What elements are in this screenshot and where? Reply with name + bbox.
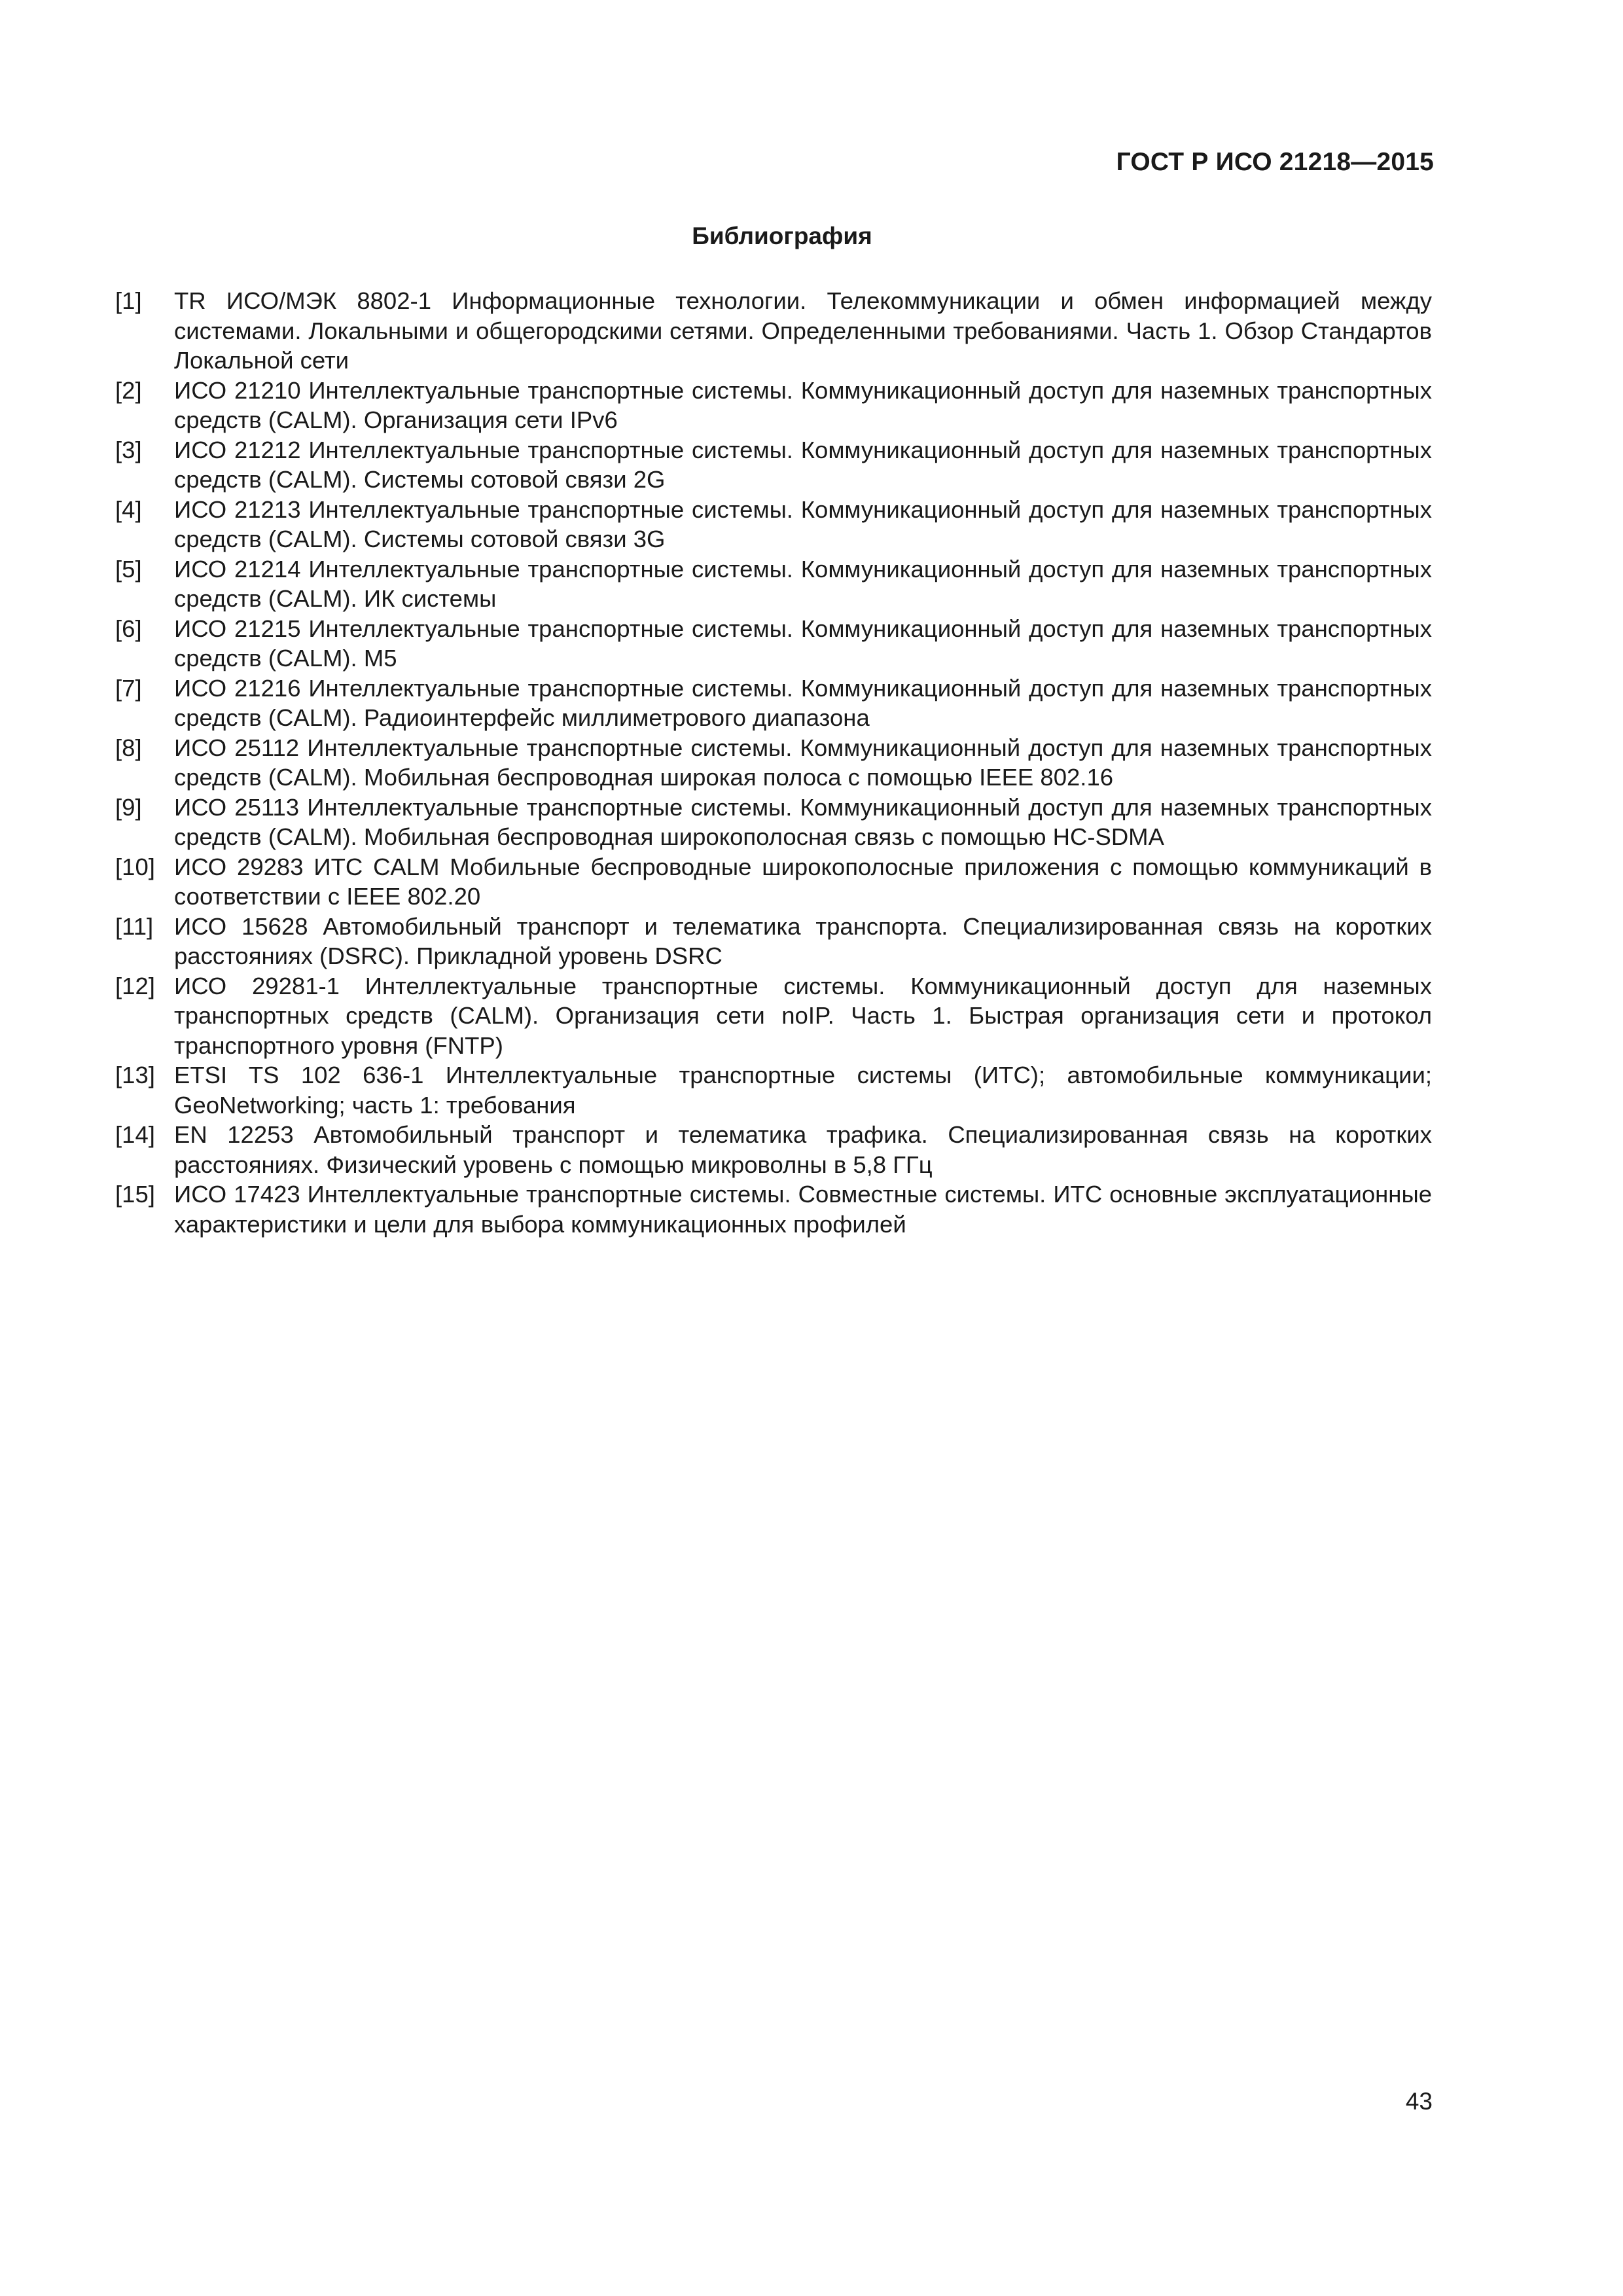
bibliography-item-text: ИСО 21215 Интеллектуальные транспортные системы. Коммуникационный доступ для наземных транспортных средств (CALM). M5 [174, 615, 1432, 672]
bibliography-item-text: ИСО 25113 Интеллектуальные транспортные системы. Коммуникационный доступ для наземных транспортных средств (CALM). Мобильная беспроводная широкополосная связь с помощью HC-SDMA [174, 793, 1432, 850]
bibliography-item-number: [4] [115, 495, 142, 523]
document-code-header: ГОСТ Р ИСО 21218—2015 [1116, 148, 1434, 176]
bibliography-item [115, 376, 1432, 435]
bibliography-item-number: [8] [115, 734, 142, 761]
bibliography-item-text: ИСО 29283 ИТС CALM Мобильные беспроводные широкополосные приложения с помощью коммуникаций в соответствии с IEEE 802.20 [174, 853, 1432, 910]
bibliography-item-text: ETSI TS 102 636-1 Интеллектуальные транспортные системы (ИТС); автомобильные коммуникации; GeoNetworking; часть 1: требования [174, 1062, 1432, 1119]
page-number: 43 [1405, 2088, 1433, 2115]
bibliography-item-number: [1] [115, 287, 142, 314]
bibliography-item [115, 554, 1432, 614]
bibliography-item [115, 1120, 1432, 1179]
bibliography-item-number: [5] [115, 555, 142, 583]
bibliography-item-text: ИСО 21213 Интеллектуальные транспортные системы. Коммуникационный доступ для наземных транспортных средств (CALM). Системы сотовой связи 3G [174, 495, 1432, 552]
bibliography-item [115, 435, 1432, 495]
bibliography-item-number: [2] [115, 376, 142, 404]
section-title: Библиография [692, 223, 872, 249]
bibliography-item-number: [12] [115, 972, 155, 999]
bibliography-item [115, 1179, 1432, 1239]
bibliography-item-text: ИСО 17423 Интеллектуальные транспортные системы. Совместные системы. ИТС основные эксплуатационные характеристики и цели для выбора коммуникационных профилей [174, 1181, 1432, 1238]
bibliography-item-number: [6] [115, 615, 142, 642]
bibliography-item-number: [9] [115, 793, 142, 821]
bibliography-item-number: [10] [115, 853, 155, 880]
bibliography-item [115, 1060, 1432, 1120]
bibliography-item-number: [14] [115, 1121, 155, 1148]
bibliography-item-number: [13] [115, 1062, 155, 1088]
bibliography-item [115, 286, 1432, 376]
bibliography-item-text: ИСО 21216 Интеллектуальные транспортные системы. Коммуникационный доступ для наземных транспортных средств (CALM). Радиоинтерфейс миллиметрового диапазона [174, 674, 1432, 731]
bibliography-item [115, 852, 1432, 912]
bibliography-item-text: EN 12253 Автомобильный транспорт и телематика трафика. Специализированная связь на коротких расстояниях. Физический уровень с помощью микроволны в 5,8 ГГц [174, 1121, 1432, 1178]
bibliography-item-text: ИСО 21214 Интеллектуальные транспортные системы. Коммуникационный доступ для наземных транспортных средств (CALM). ИК системы [174, 555, 1432, 612]
bibliography-item-text: ИСО 21212 Интеллектуальные транспортные системы. Коммуникационный доступ для наземных транспортных средств (CALM). Системы сотовой связи 2G [174, 436, 1432, 493]
bibliography-item-number: [15] [115, 1181, 155, 1208]
bibliography-item-text: ИСО 25112 Интеллектуальные транспортные системы. Коммуникационный доступ для наземных транспортных средств (CALM). Мобильная беспроводная широкая полоса с помощью IEEE 802.16 [174, 734, 1432, 791]
bibliography-item [115, 673, 1432, 733]
bibliography-item [115, 912, 1432, 971]
bibliography-item-text: ИСО 15628 Автомобильный транспорт и телематика транспорта. Специализированная связь на коротких расстояниях (DSRC). Прикладной уровень DSRC [174, 912, 1432, 969]
bibliography-item [115, 793, 1432, 852]
bibliography-item [115, 733, 1432, 793]
bibliography-item-text: TR ИСО/МЭК 8802-1 Информационные технологии. Телекоммуникации и обмен информацией между системами. Локальными и общегородскими сетями. Определенными требованиями. Часть 1. Обзор Стандартов Локальной сети [174, 287, 1432, 374]
bibliography-item-text: ИСО 29281-1 Интеллектуальные транспортные системы. Коммуникационный доступ для наземных транспортных средств (CALM). Организация сети noIP. Часть 1. Быстрая организация сети и протокол транспортного уровня (FNTP) [174, 972, 1432, 1059]
bibliography-item-number: [7] [115, 674, 142, 702]
bibliography-item [115, 495, 1432, 554]
bibliography-list [115, 286, 1432, 1239]
bibliography-item-number: [3] [115, 436, 142, 463]
bibliography-item [115, 614, 1432, 673]
bibliography-item-text: ИСО 21210 Интеллектуальные транспортные системы. Коммуникационный доступ для наземных транспортных средств (CALM). Организация сети IPv6 [174, 376, 1432, 433]
bibliography-item-number: [11] [115, 912, 154, 940]
bibliography-item [115, 971, 1432, 1061]
